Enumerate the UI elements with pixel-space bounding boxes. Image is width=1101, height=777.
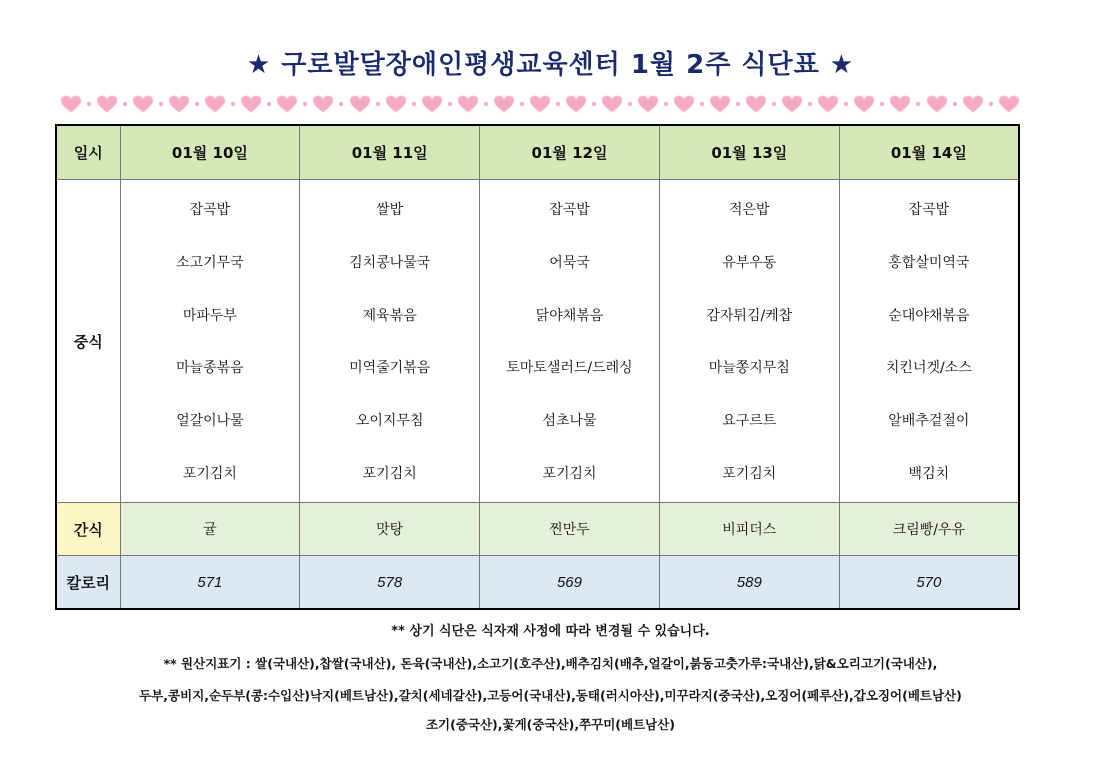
heart-icon [565,95,587,113]
calorie-cell: 569 [480,556,660,610]
menu-table [55,124,1020,610]
menu-item: 순대야채볶음 [888,307,970,324]
origin-note-line-3: 조기(중국산),꽃게(중국산),쭈꾸미(베트남산) [425,717,676,732]
heart-icon [998,95,1020,113]
heart-icon [673,95,695,113]
date-cell: 01월 11일 [300,125,480,180]
lunch-row [56,180,1019,503]
menu-item: 유부우동 [722,254,777,271]
heart-icon [349,95,371,113]
menu-item: 감자튀김/케찹 [706,307,793,324]
dot-icon [953,102,957,106]
menu-item: 잡곡밥 [549,202,590,218]
heart-icon [781,95,803,113]
menu-item: 마늘쫑지무침 [708,360,790,377]
dot-icon [844,102,848,106]
dot-icon [267,102,271,106]
dot-icon [412,102,416,106]
date-cell: 01월 10일 [120,125,300,180]
dot-icon [87,102,91,106]
dot-icon [195,102,199,106]
row-label-lunch: 중식 [56,180,120,503]
star-icon: ★ [246,50,272,80]
snack-cell: 찐만두 [480,503,660,556]
date-cell: 01월 12일 [480,125,660,180]
change-notice: ** 상기 식단은 식자재 사정에 따라 변경될 수 있습니다. [391,624,710,639]
calorie-cell: 570 [839,556,1019,610]
heart-icon [745,95,767,113]
snack-cell: 맛탕 [300,503,480,556]
menu-item: 오이지무침 [355,413,424,430]
row-label-snack: 간식 [56,503,120,556]
menu-item: 알배추겉절이 [888,413,970,430]
menu-item: 홍합살미역국 [888,254,970,271]
menu-item: 김치콩나물국 [349,254,431,271]
heart-icon [276,95,298,113]
dot-icon [303,102,307,106]
title-text: 구로발달장애인평생교육센터 1월 2주 식단표 [281,50,820,80]
dot-icon [916,102,920,106]
snack-cell: 비피더스 [659,503,839,556]
menu-item: 백김치 [908,465,950,482]
menu-item: 포기김치 [722,465,777,482]
dot-icon [989,102,993,106]
dot-icon [376,102,380,106]
lunch-cell [480,180,660,503]
menu-item: 치킨너겟/소스 [885,360,972,377]
menu-item: 잡곡밥 [189,202,231,218]
menu-item: 포기김치 [362,465,417,482]
dot-icon [628,102,632,106]
origin-note-line-1: ** 원산지표기 : 쌀(국내산),찹쌀(국내산), 돈육(국내산),소고기(호주산),배추김치(배추,얼갈이,붉동고춧가루:국내산),닭&오리고기(국내산), [163,656,938,671]
heart-icon [601,95,623,113]
page-title [0,44,1101,81]
dot-icon [123,102,127,106]
heart-icon [529,95,551,113]
heart-icon [457,95,479,113]
snack-cell: 귤 [120,503,300,556]
heart-icon [709,95,731,113]
menu-item: 닭야채볶음 [535,307,604,324]
heart-icon [493,95,515,113]
heart-icon [60,95,82,113]
lunch-cell [120,180,300,503]
date-cell: 01월 13일 [659,125,839,180]
lunch-cell [839,180,1019,503]
dot-icon [556,102,560,106]
heart-icon [853,95,875,113]
heart-icon [168,95,190,113]
heart-icon [962,95,984,113]
heart-icon [96,95,118,113]
dot-icon [159,102,163,106]
dot-icon [484,102,488,106]
menu-item: 쌀밥 [376,202,404,218]
calorie-row [56,556,1019,610]
dot-icon [700,102,704,106]
dot-icon [880,102,884,106]
dot-icon [664,102,668,106]
row-label-date: 일시 [56,125,120,180]
menu-item: 토마토샐러드/드레싱 [506,360,633,377]
menu-item: 섬초나물 [542,413,597,430]
row-label-calorie: 칼로리 [56,556,120,610]
calorie-cell: 571 [120,556,300,610]
menu-item: 얼갈이나물 [176,413,244,430]
heart-icon [926,95,948,113]
calorie-cell: 578 [300,556,480,610]
menu-item: 마파두부 [182,307,237,324]
date-row [56,125,1019,180]
dot-icon [231,102,235,106]
menu-item: 적은밥 [729,202,770,218]
dot-icon [736,102,740,106]
heart-icon [312,95,334,113]
menu-item: 잡곡밥 [908,202,950,218]
menu-item: 미역줄기볶음 [349,360,431,377]
lunch-cell [659,180,839,503]
date-cell: 01월 14일 [839,125,1019,180]
menu-item: 포기김치 [182,465,237,482]
dot-icon [592,102,596,106]
heart-icon [204,95,226,113]
heart-icon [421,95,443,113]
menu-item: 어묵국 [549,254,590,271]
heart-icon [889,95,911,113]
dot-icon [772,102,776,106]
menu-item: 포기김치 [542,465,597,482]
lunch-cell [300,180,480,503]
heart-icon [132,95,154,113]
heart-icon [240,95,262,113]
dot-icon [520,102,524,106]
heart-icon [817,95,839,113]
origin-note-line-2: 두부,콩비지,순두부(콩:수입산)낙지(베트남산),갈치(세네갈산),고등어(국내산),동태(러시아산),미꾸라지(중국산),오징어(페루산),갑오징어(베트남산) [139,688,962,703]
dot-icon [339,102,343,106]
heart-icon [385,95,407,113]
snack-cell: 크림빵/우유 [839,503,1019,556]
calorie-cell: 589 [659,556,839,610]
dot-icon [448,102,452,106]
heart-icon [637,95,659,113]
dot-icon [808,102,812,106]
menu-item: 소고기무국 [176,254,244,271]
star-icon: ★ [829,50,855,80]
menu-item: 마늘종볶음 [176,360,244,377]
heart-border [60,92,1020,116]
snack-row [56,503,1019,556]
menu-item: 제육볶음 [362,307,417,324]
menu-item: 요구르트 [722,413,777,430]
